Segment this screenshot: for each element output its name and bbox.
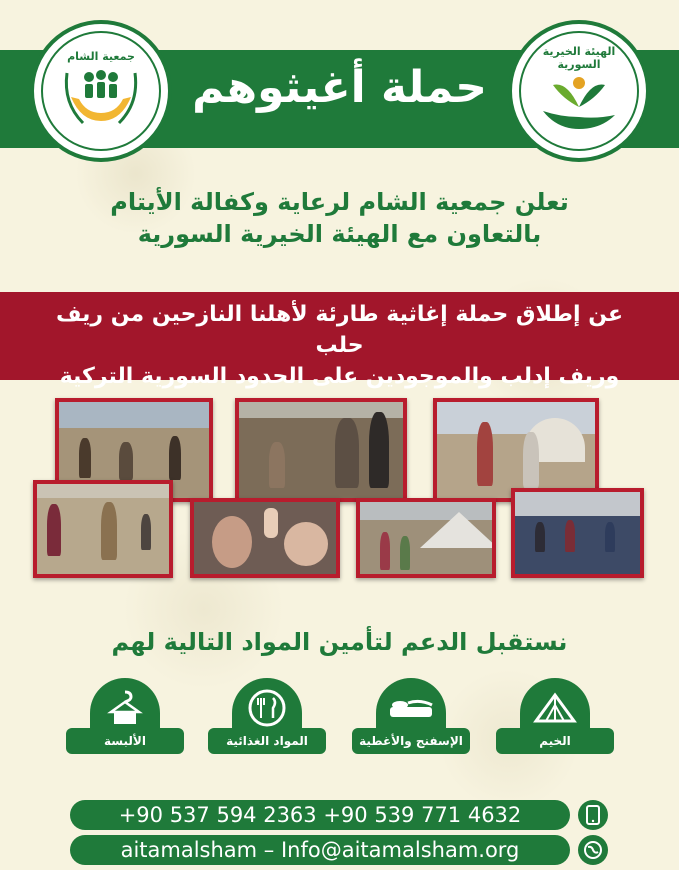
refugee-photo-4 — [33, 480, 173, 578]
intro-line-1: تعلن جمعية الشام لرعاية وكفالة الأيتام — [110, 188, 569, 216]
globe-icon-badge — [578, 835, 608, 865]
campaign-title: حملة أغيثوهم — [192, 62, 487, 113]
announcement-text — [30, 300, 649, 392]
support-item-clothes — [66, 678, 184, 756]
clothes-icon — [105, 688, 145, 728]
food-icon — [247, 688, 287, 728]
mattress-icon — [386, 693, 436, 723]
phone-icon — [585, 805, 601, 825]
alsham-logo-name: جمعية الشام — [67, 49, 135, 63]
syrian-charity-logo — [508, 20, 650, 162]
refugee-photo-7 — [511, 488, 644, 578]
refugee-photo-2 — [235, 398, 407, 502]
support-item-clothes-label: الألبسة — [66, 728, 184, 754]
website-email: aitamalsham – Info@aitamalsham.org — [70, 835, 570, 865]
globe-icon — [583, 840, 603, 860]
tent-icon — [532, 691, 578, 725]
refugee-photo-3 — [433, 398, 599, 502]
support-item-mattresses-label: الإسفنج والأغطية — [352, 728, 470, 754]
announcement-line-2: وريف إدلب والموجودين على الحدود السورية التركية — [59, 363, 620, 389]
hand-plant-icon — [537, 71, 621, 137]
hands-family-icon — [61, 63, 141, 133]
support-item-food-label: المواد الغذائية — [208, 728, 326, 754]
alsham-logo — [30, 20, 172, 162]
refugee-photo-5 — [190, 498, 340, 578]
support-item-food — [208, 678, 326, 756]
intro-line-2: بالتعاون مع الهيئة الخيرية السورية — [137, 220, 542, 249]
phone-numbers: +90 537 594 2363 +90 539 771 4632 — [70, 800, 570, 830]
support-item-tents — [496, 678, 614, 756]
refugee-photo-6 — [356, 498, 496, 578]
phone-icon-badge — [578, 800, 608, 830]
announcement-line-1: عن إطلاق حملة إغاثية طارئة لأهلنا النازحين من ريف حلب — [55, 302, 624, 358]
support-item-mattresses — [352, 678, 470, 756]
support-item-tents-label: الخيم — [496, 728, 614, 754]
syrian-charity-logo-name: الهيئة الخيرية السورية — [542, 45, 616, 71]
intro-text — [40, 186, 639, 251]
support-heading: نستقبل الدعم لتأمين المواد التالية لهم — [111, 628, 568, 656]
